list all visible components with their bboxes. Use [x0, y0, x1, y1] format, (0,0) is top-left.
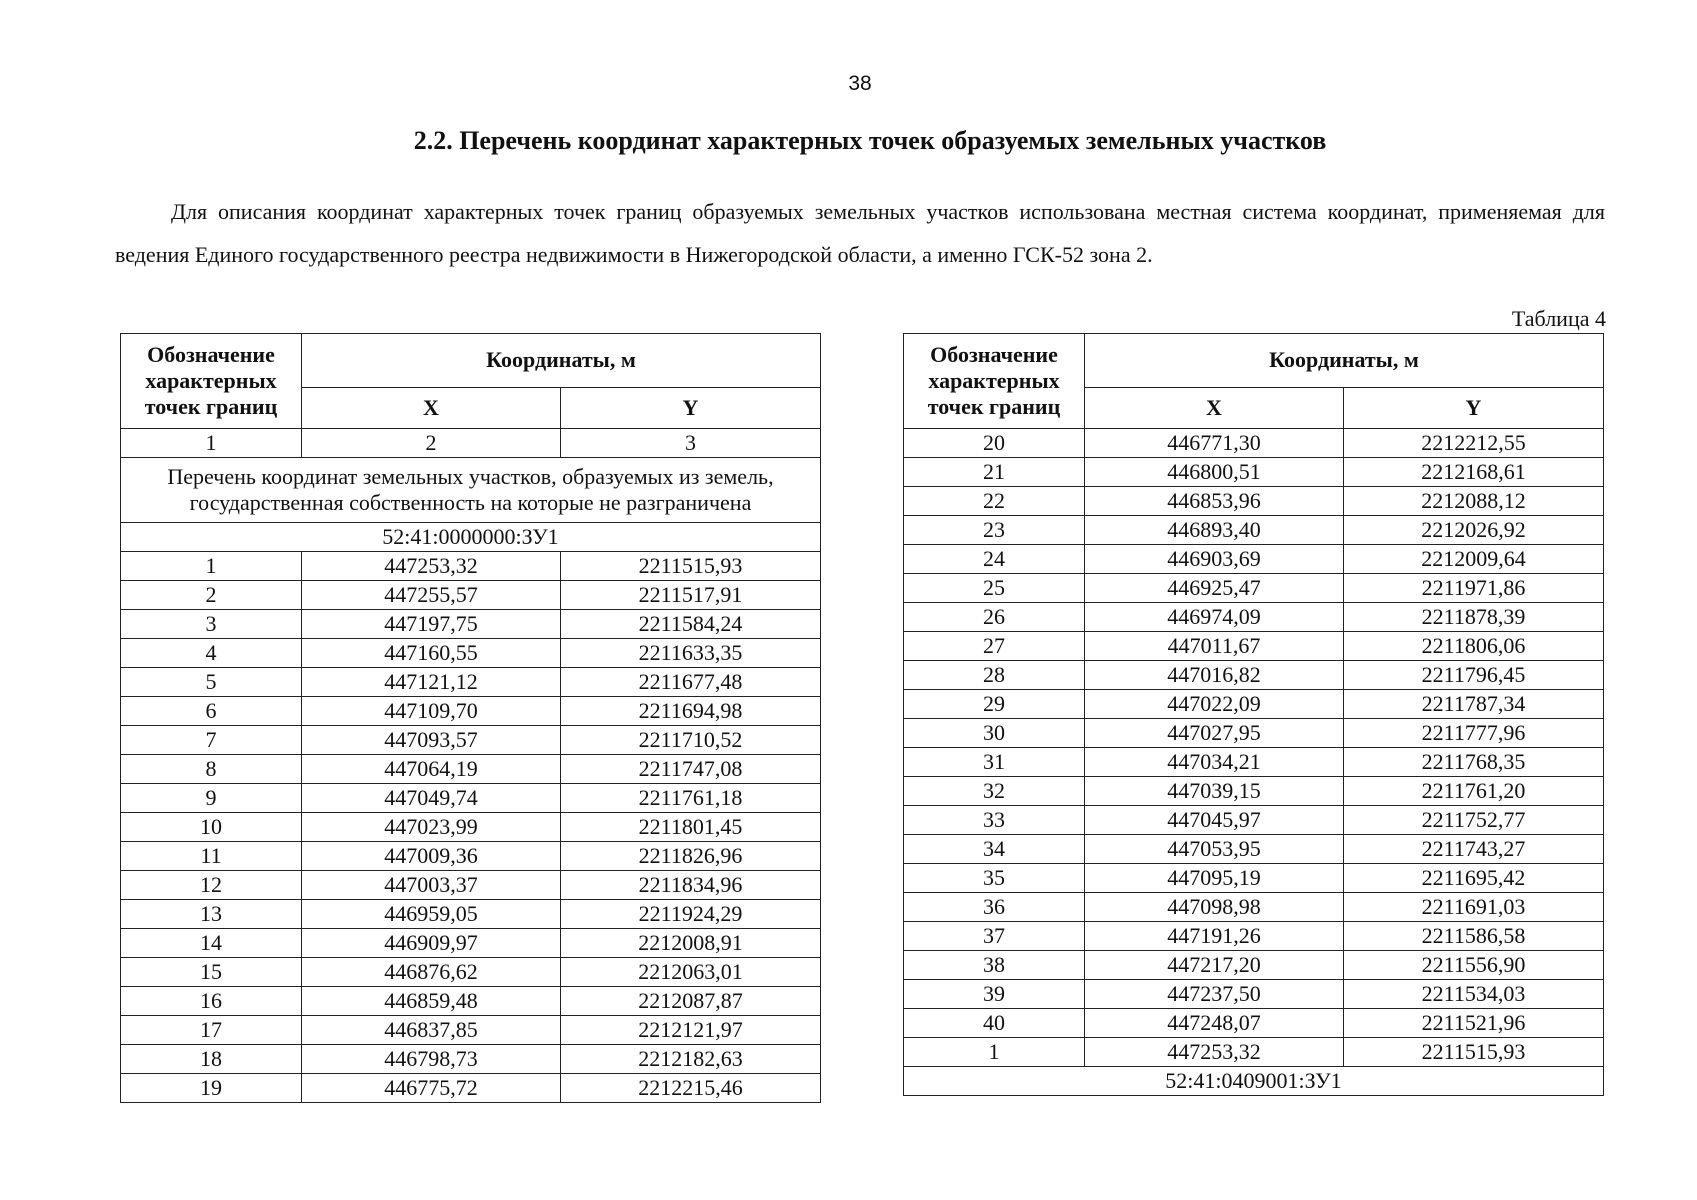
header-point-label: Обозначение характерных точек границ — [904, 334, 1085, 429]
table-row — [904, 429, 1604, 458]
point-number: 22 — [904, 487, 1085, 516]
y-coordinate: 2211695,42 — [1344, 864, 1604, 893]
x-coordinate: 446853,96 — [1085, 487, 1344, 516]
point-number: 12 — [121, 871, 302, 900]
point-number: 15 — [121, 958, 302, 987]
y-coordinate: 2211796,45 — [1344, 661, 1604, 690]
x-coordinate: 446837,85 — [302, 1016, 561, 1045]
x-coordinate: 446925,47 — [1085, 574, 1344, 603]
point-number: 7 — [121, 726, 302, 755]
y-coordinate: 2211752,77 — [1344, 806, 1604, 835]
x-coordinate: 447064,19 — [302, 755, 561, 784]
table-row — [904, 893, 1604, 922]
x-coordinate: 447016,82 — [1085, 661, 1344, 690]
y-coordinate: 2211747,08 — [561, 755, 821, 784]
point-number: 3 — [121, 610, 302, 639]
point-number: 9 — [121, 784, 302, 813]
y-coordinate: 2211515,93 — [561, 552, 821, 581]
y-coordinate: 2212182,63 — [561, 1045, 821, 1074]
page-number: 38 — [848, 72, 872, 95]
y-coordinate: 2211534,03 — [1344, 980, 1604, 1009]
point-number: 35 — [904, 864, 1085, 893]
point-number: 1 — [121, 552, 302, 581]
y-coordinate: 2211878,39 — [1344, 603, 1604, 632]
point-number: 19 — [121, 1074, 302, 1103]
y-coordinate: 2211515,93 — [1344, 1038, 1604, 1067]
header-x: X — [1085, 387, 1344, 428]
y-coordinate: 2211761,18 — [561, 784, 821, 813]
coordinates-table-left — [120, 333, 821, 1103]
table-row — [121, 929, 821, 958]
point-number: 17 — [121, 1016, 302, 1045]
x-coordinate: 446771,30 — [1085, 429, 1344, 458]
x-coordinate: 447248,07 — [1085, 1009, 1344, 1038]
y-coordinate: 2211633,35 — [561, 639, 821, 668]
header-x: X — [302, 387, 561, 428]
point-number: 39 — [904, 980, 1085, 1009]
table-row — [121, 1074, 821, 1103]
y-coordinate: 2211556,90 — [1344, 951, 1604, 980]
point-number: 16 — [121, 987, 302, 1016]
x-coordinate: 447027,95 — [1085, 719, 1344, 748]
point-number: 40 — [904, 1009, 1085, 1038]
table-row — [904, 777, 1604, 806]
y-coordinate: 2212008,91 — [561, 929, 821, 958]
intro-paragraph: Для описания координат характерных точек границ образуемых земельных участков использована местная система координат, применяемая для ведения Единого государственного реестра недвижимости в Нижегородской области, а именно ГСК-52 зона 2. — [115, 199, 1605, 267]
y-coordinate: 2211768,35 — [1344, 748, 1604, 777]
y-coordinate: 2212063,01 — [561, 958, 821, 987]
point-number: 4 — [121, 639, 302, 668]
point-number: 20 — [904, 429, 1085, 458]
point-number: 10 — [121, 813, 302, 842]
x-coordinate: 447121,12 — [302, 668, 561, 697]
table-row — [904, 748, 1604, 777]
table-row — [121, 842, 821, 871]
point-number: 25 — [904, 574, 1085, 603]
column-number: 2 — [302, 429, 561, 458]
table-row — [121, 581, 821, 610]
point-number: 37 — [904, 922, 1085, 951]
point-number: 30 — [904, 719, 1085, 748]
point-number: 21 — [904, 458, 1085, 487]
table-row — [121, 958, 821, 987]
table-row — [121, 900, 821, 929]
x-coordinate: 447022,09 — [1085, 690, 1344, 719]
table-row — [904, 835, 1604, 864]
point-number: 6 — [121, 697, 302, 726]
x-coordinate: 447217,20 — [1085, 951, 1344, 980]
x-coordinate: 447049,74 — [302, 784, 561, 813]
y-coordinate: 2211787,34 — [1344, 690, 1604, 719]
point-number: 24 — [904, 545, 1085, 574]
table-row — [121, 697, 821, 726]
point-number: 29 — [904, 690, 1085, 719]
y-coordinate: 2211584,24 — [561, 610, 821, 639]
parcel-id: 52:41:0409001:ЗУ1 — [904, 1067, 1604, 1096]
section-heading: 2.2. Перечень координат характерных точек образуемых земельных участков — [413, 126, 1327, 155]
table-row — [121, 755, 821, 784]
y-coordinate: 2212088,12 — [1344, 487, 1604, 516]
x-coordinate: 447255,57 — [302, 581, 561, 610]
y-coordinate: 2211677,48 — [561, 668, 821, 697]
table-row — [904, 516, 1604, 545]
point-number: 2 — [121, 581, 302, 610]
y-coordinate: 2211806,06 — [1344, 632, 1604, 661]
x-coordinate: 446798,73 — [302, 1045, 561, 1074]
point-number: 33 — [904, 806, 1085, 835]
table-row — [121, 1016, 821, 1045]
table-row — [121, 784, 821, 813]
table-row — [904, 574, 1604, 603]
y-coordinate: 2211924,29 — [561, 900, 821, 929]
table-row — [904, 661, 1604, 690]
section-note: Перечень координат земельных участков, образуемых из земель, государственная собственность на которые не разграничена — [121, 458, 821, 523]
table-row — [904, 980, 1604, 1009]
header-coordinates: Координаты, м — [302, 334, 821, 388]
x-coordinate: 447011,67 — [1085, 632, 1344, 661]
table-row — [121, 552, 821, 581]
table-row — [904, 922, 1604, 951]
x-coordinate: 447098,98 — [1085, 893, 1344, 922]
y-coordinate: 2211801,45 — [561, 813, 821, 842]
x-coordinate: 447034,21 — [1085, 748, 1344, 777]
header-y: Y — [561, 387, 821, 428]
y-coordinate: 2212215,46 — [561, 1074, 821, 1103]
y-coordinate: 2211971,86 — [1344, 574, 1604, 603]
table-row — [904, 603, 1604, 632]
table-row — [904, 487, 1604, 516]
y-coordinate: 2211517,91 — [561, 581, 821, 610]
point-number: 38 — [904, 951, 1085, 980]
point-number: 27 — [904, 632, 1085, 661]
x-coordinate: 447160,55 — [302, 639, 561, 668]
table-row — [121, 610, 821, 639]
y-coordinate: 2211710,52 — [561, 726, 821, 755]
point-number: 36 — [904, 893, 1085, 922]
x-coordinate: 447009,36 — [302, 842, 561, 871]
table-row — [121, 668, 821, 697]
y-coordinate: 2211743,27 — [1344, 835, 1604, 864]
x-coordinate: 447253,32 — [302, 552, 561, 581]
x-coordinate: 446909,97 — [302, 929, 561, 958]
header-point-label: Обозначение характерных точек границ — [121, 334, 302, 429]
x-coordinate: 447095,19 — [1085, 864, 1344, 893]
y-coordinate: 2212026,92 — [1344, 516, 1604, 545]
x-coordinate: 446775,72 — [302, 1074, 561, 1103]
table-row — [121, 871, 821, 900]
point-number: 18 — [121, 1045, 302, 1074]
table-row — [904, 806, 1604, 835]
x-coordinate: 447093,57 — [302, 726, 561, 755]
point-number: 23 — [904, 516, 1085, 545]
x-coordinate: 447109,70 — [302, 697, 561, 726]
x-coordinate: 447003,37 — [302, 871, 561, 900]
x-coordinate: 447253,32 — [1085, 1038, 1344, 1067]
x-coordinate: 446974,09 — [1085, 603, 1344, 632]
x-coordinate: 447053,95 — [1085, 835, 1344, 864]
point-number: 31 — [904, 748, 1085, 777]
x-coordinate: 447237,50 — [1085, 980, 1344, 1009]
table-row — [904, 1038, 1604, 1067]
table-row — [904, 951, 1604, 980]
y-coordinate: 2211586,58 — [1344, 922, 1604, 951]
point-number: 11 — [121, 842, 302, 871]
point-number: 5 — [121, 668, 302, 697]
point-number: 34 — [904, 835, 1085, 864]
table-row — [121, 1045, 821, 1074]
point-number: 28 — [904, 661, 1085, 690]
y-coordinate: 2212168,61 — [1344, 458, 1604, 487]
header-coordinates: Координаты, м — [1085, 334, 1604, 388]
table-row — [904, 1009, 1604, 1038]
y-coordinate: 2211826,96 — [561, 842, 821, 871]
point-number: 8 — [121, 755, 302, 784]
x-coordinate: 447197,75 — [302, 610, 561, 639]
table-row — [121, 987, 821, 1016]
x-coordinate: 446800,51 — [1085, 458, 1344, 487]
y-coordinate: 2212212,55 — [1344, 429, 1604, 458]
y-coordinate: 2211694,98 — [561, 697, 821, 726]
x-coordinate: 447039,15 — [1085, 777, 1344, 806]
table-caption: Таблица 4 — [1511, 306, 1606, 331]
y-coordinate: 2212009,64 — [1344, 545, 1604, 574]
y-coordinate: 2212087,87 — [561, 987, 821, 1016]
y-coordinate: 2211777,96 — [1344, 719, 1604, 748]
table-row — [904, 632, 1604, 661]
x-coordinate: 446959,05 — [302, 900, 561, 929]
column-number: 1 — [121, 429, 302, 458]
x-coordinate: 446903,69 — [1085, 545, 1344, 574]
y-coordinate: 2211761,20 — [1344, 777, 1604, 806]
x-coordinate: 446876,62 — [302, 958, 561, 987]
x-coordinate: 447191,26 — [1085, 922, 1344, 951]
y-coordinate: 2212121,97 — [561, 1016, 821, 1045]
y-coordinate: 2211521,96 — [1344, 1009, 1604, 1038]
table-row — [121, 639, 821, 668]
column-number: 3 — [561, 429, 821, 458]
y-coordinate: 2211691,03 — [1344, 893, 1604, 922]
point-number: 32 — [904, 777, 1085, 806]
point-number: 14 — [121, 929, 302, 958]
table-row — [121, 813, 821, 842]
x-coordinate: 447045,97 — [1085, 806, 1344, 835]
table-row — [904, 864, 1604, 893]
x-coordinate: 447023,99 — [302, 813, 561, 842]
table-row — [904, 458, 1604, 487]
point-number: 26 — [904, 603, 1085, 632]
x-coordinate: 446859,48 — [302, 987, 561, 1016]
coordinates-table-right — [903, 333, 1604, 1096]
point-number: 13 — [121, 900, 302, 929]
y-coordinate: 2211834,96 — [561, 871, 821, 900]
x-coordinate: 446893,40 — [1085, 516, 1344, 545]
table-row — [904, 719, 1604, 748]
table-row — [121, 726, 821, 755]
table-row — [904, 545, 1604, 574]
parcel-id: 52:41:0000000:ЗУ1 — [121, 523, 821, 552]
point-number: 1 — [904, 1038, 1085, 1067]
table-row — [904, 690, 1604, 719]
header-y: Y — [1344, 387, 1604, 428]
